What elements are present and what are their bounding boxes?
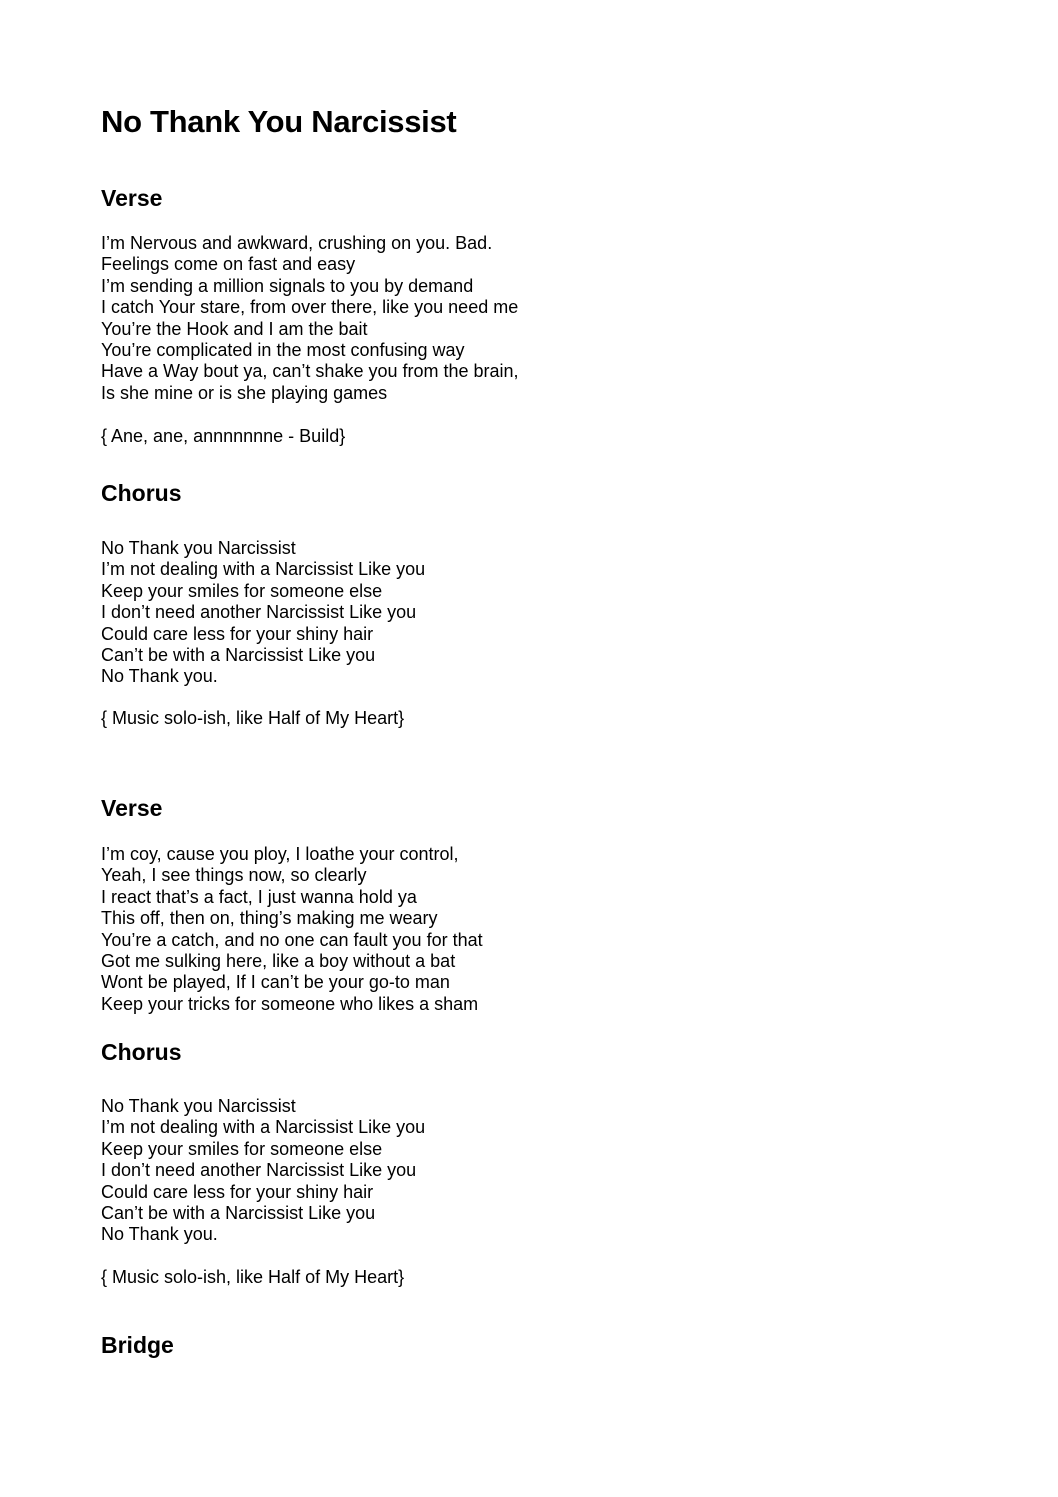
lyric-line: Keep your smiles for someone else	[101, 1138, 383, 1159]
lyric-line: I’m sending a million signals to you by demand	[101, 275, 474, 296]
lyric-line: Have a Way bout ya, can’t shake you from the brain,	[101, 361, 519, 382]
lyric-line: Wont be played, If I can’t be your go-to man	[101, 972, 450, 993]
lyric-line: Keep your smiles for someone else	[101, 580, 383, 601]
lyric-line: You’re a catch, and no one can fault you for that	[101, 929, 483, 950]
lyric-line: I’m not dealing with a Narcissist Like you	[101, 1117, 426, 1138]
performance-note: { Music solo-ish, like Half of My Heart}	[101, 708, 405, 728]
performance-note: { Music solo-ish, like Half of My Heart}	[101, 1267, 405, 1287]
section-heading-bridge: Bridge	[101, 1332, 174, 1358]
chorus-2-lines	[101, 1096, 425, 1246]
lyric-line: I’m Nervous and awkward, crushing on you. Bad.	[101, 233, 493, 253]
lyric-line: Can’t be with a Narcissist Like you	[101, 1203, 376, 1224]
lyric-line: Is she mine or is she playing games	[101, 382, 388, 403]
lyric-line: No Thank you Narcissist	[101, 538, 296, 558]
song-title: No Thank You Narcissist	[101, 104, 457, 139]
lyric-line: Yeah, I see things now, so clearly	[101, 865, 367, 886]
lyric-line: This off, then on, thing’s making me weary	[101, 908, 438, 929]
lyric-line: I don’t need another Narcissist Like you	[101, 602, 417, 623]
verse-2-lines	[101, 844, 483, 1015]
section-heading-verse-2: Verse	[101, 795, 163, 821]
lyric-line: No Thank you Narcissist	[101, 1096, 296, 1116]
lyric-line: Got me sulking here, like a boy without a bat	[101, 951, 456, 972]
lyric-line: Keep your tricks for someone who likes a sham	[101, 993, 479, 1014]
lyric-line: No Thank you.	[101, 1224, 218, 1245]
lyric-line: I don’t need another Narcissist Like you	[101, 1160, 417, 1181]
verse-1-lines	[101, 233, 519, 404]
chorus-1-lines	[101, 538, 425, 688]
lyric-line: Feelings come on fast and easy	[101, 254, 356, 275]
lyric-line: I react that’s a fact, I just wanna hold ya	[101, 886, 417, 907]
performance-note: { Ane, ane, annnnnnne - Build}	[101, 426, 346, 446]
section-heading-chorus-1: Chorus	[101, 480, 182, 506]
lyric-line: No Thank you.	[101, 666, 218, 687]
lyric-line: Could care less for your shiny hair	[101, 1181, 374, 1202]
lyric-line: I catch Your stare, from over there, like you need me	[101, 297, 519, 318]
lyric-line: I’m not dealing with a Narcissist Like you	[101, 559, 426, 580]
lyric-line: Can’t be with a Narcissist Like you	[101, 645, 376, 666]
lyric-line: I’m coy, cause you ploy, I loathe your control,	[101, 844, 459, 864]
section-heading-verse-1: Verse	[101, 185, 163, 211]
lyric-line: You’re complicated in the most confusing way	[101, 340, 465, 361]
lyric-line: Could care less for your shiny hair	[101, 623, 374, 644]
section-heading-chorus-2: Chorus	[101, 1039, 182, 1065]
lyric-line: You’re the Hook and I am the bait	[101, 318, 368, 339]
